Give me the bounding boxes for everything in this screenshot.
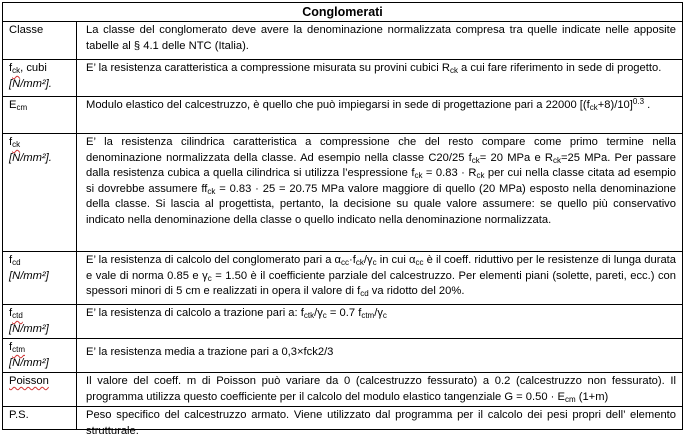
symbol-label: Classe (9, 24, 44, 36)
table-title: Conglomerati (3, 3, 682, 22)
row-symbol (3, 252, 76, 304)
column-divider (76, 22, 77, 429)
symbol-label: $f_{ctm}$ (9, 341, 25, 354)
row-symbol (3, 339, 76, 372)
symbol-label: $E_{cm}$ (9, 99, 28, 112)
row-description: Modulo elastico del calcestruzzo, è quello che può impiegarsi in sede di progettazione pari a 22000 $[(f_{ck}+8)/10]^{0.3}$ . (86, 97, 651, 112)
unit-label: [N/mm²] (9, 356, 49, 369)
unit-label: [N/mm²]. (9, 151, 52, 164)
row-symbol (3, 60, 76, 96)
symbol-label: $f_{ctd}$ (9, 307, 23, 320)
row-description: E’ la resistenza cilindrica caratteristica a compressione che del resto compare come primo termine nella denominazione normalizzata della classe. Ad esempio nella classe C20/25 $f_{ck}= 20$ MPa e $R_{ck}=25$ MPa. Per passare dalla resistenza cubica a quella cilindrica si utilizza l’espressione $f_{ck} = 0.83 \cdot R_{ck}$ per cui nella classe citata ad esempio si dovrebbe assumere $ff_{ck} = 0.83 \cdot 25 = 20.75$ MPa valore maggiore di quello (20 MPa) esposto nella denominazione della classe. Si lascia al progettista, pertanto, la decisione su quale valore assumere: se quello più conservativo indicato nella denominazione della classe o quello indicato nella denominazione normalizzata. (86, 136, 677, 226)
row-description: E’ la resistenza media a trazione pari a 0,3×fck2/3 (86, 346, 334, 358)
row-fctm (3, 338, 682, 372)
row-fcd (3, 251, 682, 304)
symbol-label: $f_{ck}$ (9, 136, 21, 149)
row-description: Il valore del coeff. m di Poisson può variare da 0 (calcestruzzo fessurato) a 0.2 (calcestruzzo non fessurato). Il programma utilizza questo coefficiente per il calcolo del modulo elastico tangenziale $G = 0.50 \cdot E_{cm}$ (1+m) (86, 375, 676, 404)
row-symbol (3, 305, 76, 338)
row-fctd (3, 304, 682, 338)
row-symbol (3, 407, 76, 441)
row-description: La classe del conglomerato deve avere la denominazione normalizzata compresa tra quelle indicate nelle apposite tabelle al § 4.1 delle NTC (Italia). (86, 24, 676, 52)
symbol-label: $f_{ck}$, cubi (9, 62, 47, 75)
row-fck-cubi (3, 59, 682, 96)
row-description: E’ la resistenza di calcolo del conglomerato pari a $\alpha_{cc}\cdot f_{ck}/\gamma_c$ in cui $\alpha_{cc}$ è il coeff. riduttivo per le resistenze di lunga durata e vale di norma 0.85 e $\gamma_c = 1.50$ è il coefficiente parziale del calcestruzzo. Per elementi piani (solette, pareti, ecc.) con spessori minori di 5 cm e realizzati in opera il valore di $f_{cd}$ va ridotto del 20%. (86, 254, 677, 298)
row-symbol (3, 97, 76, 133)
row-symbol (3, 22, 76, 59)
row-description: E’ la resistenza di calcolo a trazione pari a: $f_{ctk}/\gamma_c = 0.7$ $f_{ctm}/\gamma_c$ (86, 307, 387, 320)
row-classe (3, 22, 682, 59)
unit-label: [N/mm²] (9, 269, 49, 282)
unit-label: [N/mm²]. (9, 77, 52, 90)
symbol-label: $f_{cd}$ (9, 254, 21, 267)
symbol-label: Poisson (9, 375, 49, 387)
row-ps (3, 406, 682, 441)
row-symbol (3, 134, 76, 251)
unit-label: [N/mm²] (9, 322, 49, 335)
row-fck (3, 133, 682, 251)
row-symbol (3, 373, 76, 406)
symbol-label: P.S. (9, 409, 29, 421)
conglomerati-table (2, 2, 683, 437)
row-description: E’ la resistenza caratteristica a compressione misurata su provini cubici $R_{ck}$ a cui fare riferimento in sede di progetto. (86, 62, 662, 75)
row-ecm (3, 96, 682, 133)
row-description: Peso specifico del calcestruzzo armato. Viene utilizzato dal programma per il calcolo dei pesi propri dell’ elemento strutturale. (86, 409, 676, 437)
row-poisson (3, 372, 682, 406)
